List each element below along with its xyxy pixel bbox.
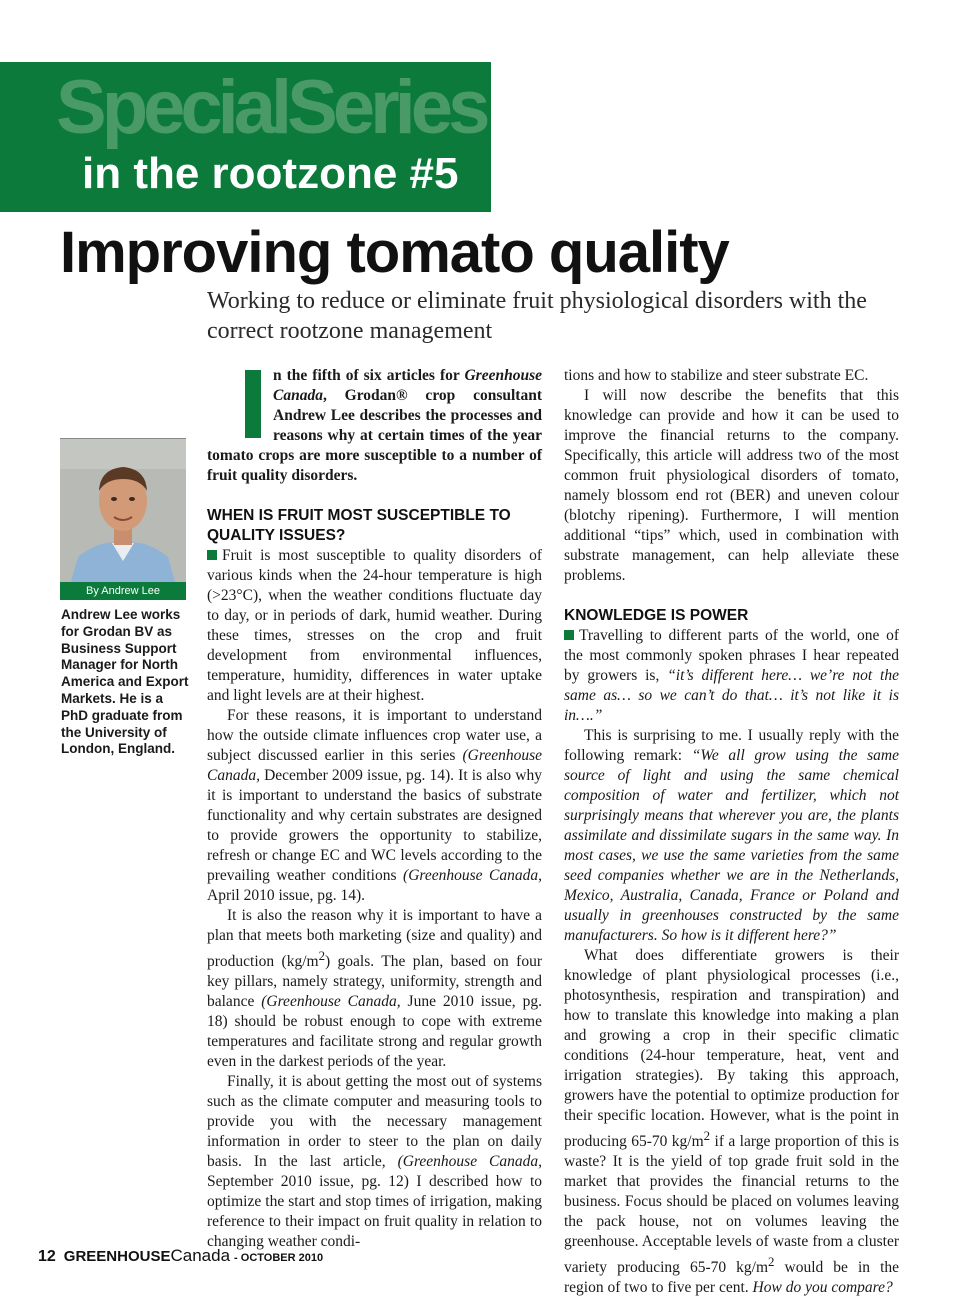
paragraph: Travelling to different parts of the world, one of the most commonly spoken phrases I hear repeated by growers is, “it’s different here… we’re not the same as… so we can’t do that… it’s not like it is in….” — [564, 627, 899, 724]
author-bio: Andrew Lee works for Grodan BV as Business Support Manager for North America and Export Markets. He is a PhD graduate from the University of London, England. — [61, 607, 189, 757]
author-photo-box — [60, 438, 186, 600]
issue-date: - OCTOBER 2010 — [234, 1252, 324, 1264]
section-heading-susceptible: WHEN IS FRUIT MOST SUSCEPTIBLE TO QUALITY ISSUES? — [207, 507, 511, 544]
page-footer — [38, 1246, 323, 1266]
series-subtitle: in the rootzone #5 — [82, 149, 459, 198]
series-title: SpecialSeries — [56, 65, 486, 150]
paragraph: For these reasons, it is important to understand how the outside climate influences crop water use, a subject discussed earlier in this series (Greenhouse Canada, December 2009 issue, pg. 14). It is also why it is important to understand the basics of substrate functionality and why certain substrates are designed to provide growers the opportunity to stabilize, refresh or change EC and WC levels according to the prevailing weather conditions (Greenhouse Canada, April 2010 issue, pg. 14). — [207, 707, 542, 904]
drop-cap-bar — [245, 370, 261, 438]
paragraph: Finally, it is about getting the most out of systems such as the climate computer and measuring tools to provide you with the necessary management information in order to steer to the plan on daily basis. In the last article, (Greenhouse Canada, September 2010 issue, pg. 12) I described how to optimize the start and stop times of irrigation, making reference to their impact on fruit quality in relation to changing weather condi- — [207, 1073, 543, 1251]
article-title: Improving tomato quality — [60, 220, 729, 285]
paragraph: tions and how to stabilize and steer substrate EC. — [564, 367, 869, 384]
paragraph: I will now describe the benefits that this knowledge can provide and how it can be used to improve the financial returns to the company. Specifically, this article will address two of the most common fruit physiological disorders of tomato, namely blossom end rot (BER) and uneven colour (blotchy ripening). Furthermore, I will mention additional “tips” which, used in combination with substrate management, can help alleviate these problems. — [564, 387, 899, 584]
paragraph: What does differentiate growers is their knowledge of plant physiological processes (i.e., photosynthesis, respiration and transpiration) and how to translate this knowledge into making a plan and growing a crop in their specific climatic conditions (24-hour temperature, heat, vent and irrigation strategies). By taking this approach, growers have the potential to optimize production for their specific location. However, what is the point in producing 65-70 $kg/m^2$ if a large proportion of this is waste? It is the yield of top grade fruit sold in the market that provides the financial returns to the business. Focus should be placed on volumes leaving the pack house, not on volumes leaving the greenhouse. Acceptable levels of waste from a cluster variety producing 65-70 $kg/m^2$ would be in the region of two to five per cent. How do you compare? — [564, 947, 900, 1297]
magazine-name-regular: Canada — [170, 1246, 231, 1265]
article-subtitle: Working to reduce or eliminate fruit physiological disorders with the correct rootzone management — [207, 288, 867, 344]
article-column-2 — [564, 366, 899, 1298]
author-photo — [60, 439, 186, 585]
author-byline: By Andrew Lee — [60, 582, 186, 600]
section-marker-icon — [207, 550, 217, 560]
paragraph: It is also the reason why it is important to have a plan that meets both marketing (size and quality) and production $(kg/m^2)$ goals. The plan, based on four key pillars, namely strategy, uniformity, strength and balance (Greenhouse Canada, June 2010 issue, pg. 18) should be robust enough to cope with extreme temperatures and facilitate strong and regular growth even in the darkest periods of the year. — [207, 907, 543, 1071]
paragraph: Fruit is most susceptible to quality disorders of various kinds when the 24-hour temperature is high (>23°C), when the weather conditions fluctuate day to day, or in periods of dark, humid weather. During these times, stresses on the crop and fruit development from environmental influences, temperature, humidity, differences in water uptake and light levels are at their highest. — [207, 547, 542, 704]
page-number: 12 — [38, 1248, 56, 1265]
magazine-name-bold: GREENHOUSE — [63, 1248, 171, 1265]
article-intro: n the fifth of six articles for Greenhouse Canada, Grodan® crop consultant Andrew Lee describes the processes and reasons why at certain times of the year tomato crops are more susceptible to a number of fruit quality disorders. — [207, 367, 542, 484]
article-column-1 — [207, 366, 542, 1252]
paragraph: This is surprising to me. I usually reply with the following remark: “We all grow using the same source of light and using the same chemical composition of water and fertilizer, which not surprisingly means that wherever you are, the plants assimilate and dissimilate sugars in the same way. In most cases, we use the same varieties from the same seed companies whether we are in the Netherlands, Mexico, Australia, Canada, France or Poland and usually in greenhouses constructed by the same manufacturers. So how is it different here?” — [564, 727, 899, 944]
section-heading-knowledge: KNOWLEDGE IS POWER — [564, 607, 749, 624]
section-marker-icon — [564, 630, 574, 640]
